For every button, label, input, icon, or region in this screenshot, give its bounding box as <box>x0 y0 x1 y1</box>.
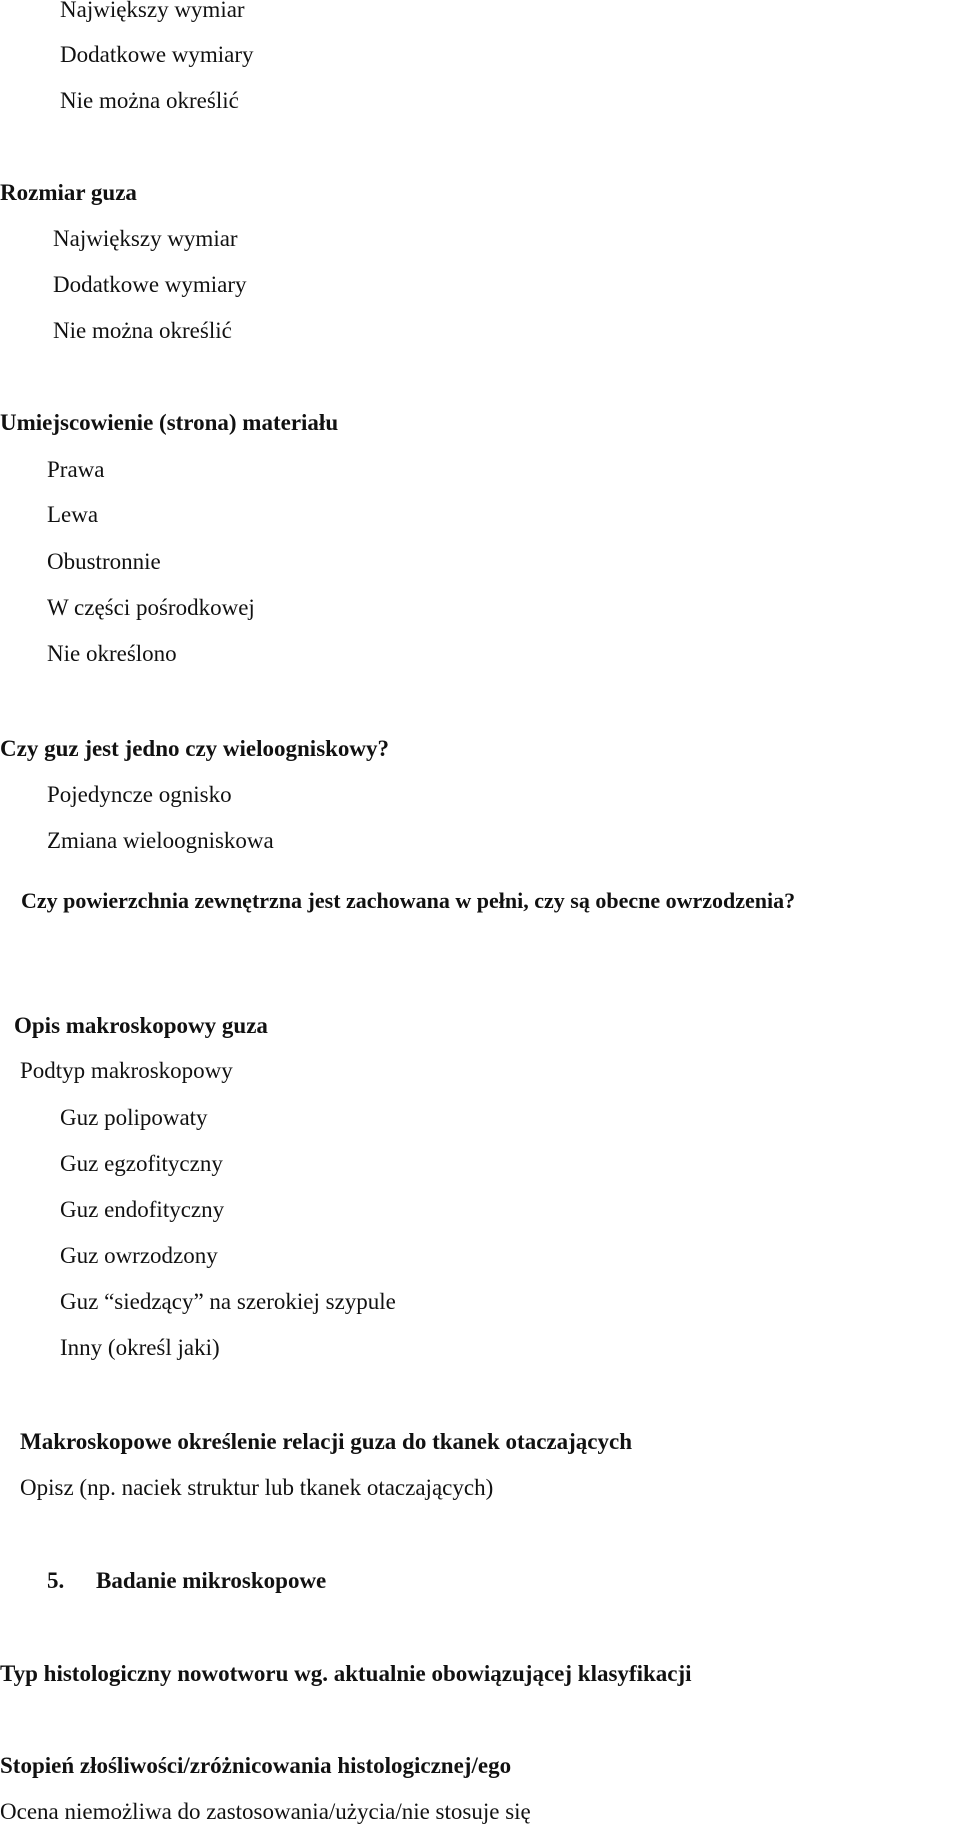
list-item: Obustronnie <box>47 549 161 574</box>
section-heading-tumor-size: Rozmiar guza <box>0 180 137 205</box>
list-item: Opisz (np. naciek struktur lub tkanek otaczających) <box>20 1475 494 1500</box>
section-title-microscopy: Badanie mikroskopowe <box>96 1568 327 1593</box>
list-item: Nie określono <box>47 641 177 666</box>
section-heading-focality: Czy guz jest jedno czy wieloogniskowy? <box>0 736 390 761</box>
section-heading-relation: Makroskopowe określenie relacji guza do tkanek otaczających <box>20 1429 633 1454</box>
list-item: Guz polipowaty <box>60 1105 208 1130</box>
list-item: Inny (określ jaki) <box>60 1335 220 1360</box>
list-item: Guz endofityczny <box>60 1197 225 1222</box>
list-item: Dodatkowe wymiary <box>53 272 247 297</box>
list-item: Największy wymiar <box>53 226 238 251</box>
list-item: Największy wymiar <box>60 0 245 22</box>
section-heading-histology: Typ histologiczny nowotworu wg. aktualnie obowiązującej klasyfikacji <box>0 1661 692 1686</box>
list-item: Guz owrzodzony <box>60 1243 218 1268</box>
section-number: 5. <box>47 1568 65 1593</box>
list-item: Nie można określić <box>60 88 239 113</box>
list-item: Pojedyncze ognisko <box>47 782 232 807</box>
section-heading-macro: Opis makroskopowy guza <box>14 1013 268 1038</box>
list-item: Dodatkowe wymiary <box>60 42 254 67</box>
list-item: W części pośrodkowej <box>47 595 255 620</box>
section-heading-grade: Stopień złośliwości/zróżnicowania histologicznej/ego <box>0 1753 512 1778</box>
section-heading-surface: Czy powierzchnia zewnętrzna jest zachowana w pełni, czy są obecne owrzodzenia? <box>21 888 796 913</box>
subheading-macro-subtype: Podtyp makroskopowy <box>20 1058 233 1083</box>
list-item: Guz “siedzący” na szerokiej szypule <box>60 1289 396 1314</box>
list-item: Guz egzofityczny <box>60 1151 223 1176</box>
list-item: Prawa <box>47 457 105 482</box>
list-item: Nie można określić <box>53 318 232 343</box>
section-heading-location: Umiejscowienie (strona) materiału <box>0 410 339 435</box>
list-item: Lewa <box>47 502 99 527</box>
list-item: Ocena niemożliwa do zastosowania/użycia/nie stosuje się <box>0 1799 531 1824</box>
list-item: Zmiana wieloogniskowa <box>47 828 274 853</box>
